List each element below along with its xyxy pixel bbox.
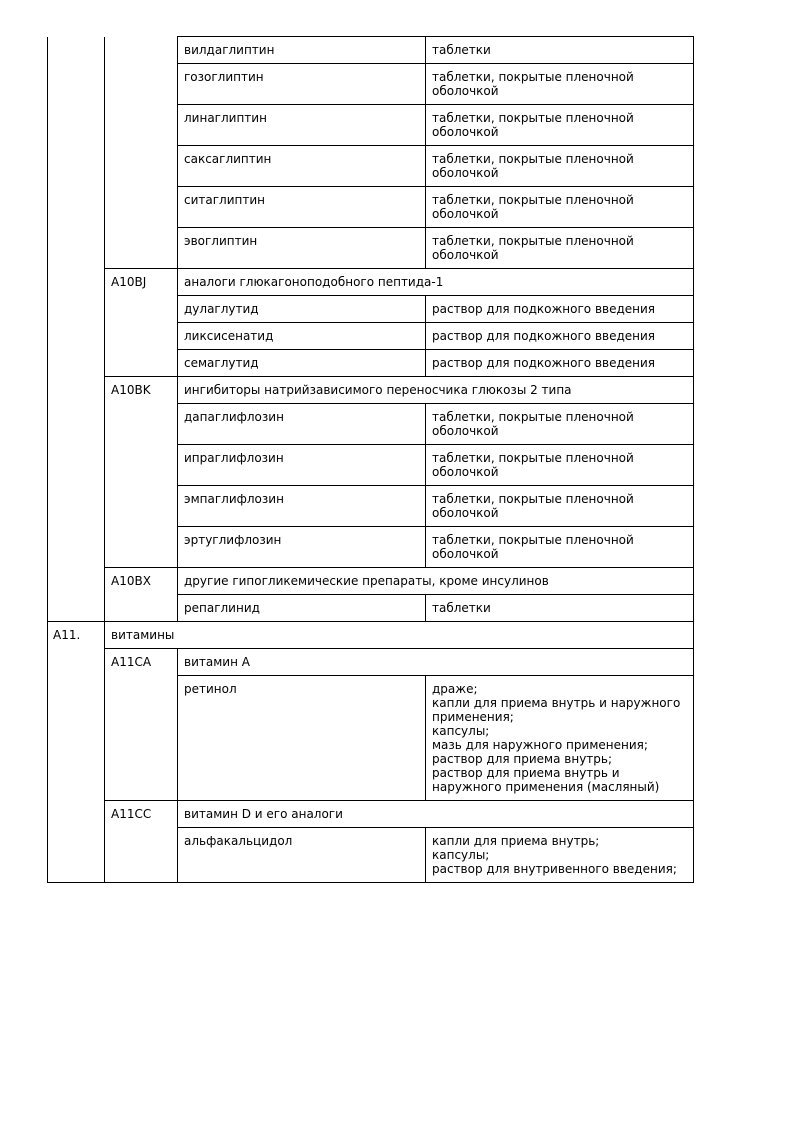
- table-row: [48, 828, 694, 883]
- section-code-cell: [48, 296, 105, 323]
- section-row: [48, 622, 694, 649]
- section-code-cell: [48, 146, 105, 187]
- section-code: A11.: [48, 622, 105, 649]
- dosage-form: таблетки, покрытые пленочной оболочкой: [426, 64, 694, 105]
- table-row: [48, 486, 694, 527]
- group-row: [48, 568, 694, 595]
- group-name: витамин D и его аналоги: [178, 801, 694, 828]
- drug-name: альфакальцидол: [178, 828, 426, 883]
- drug-name: эвоглиптин: [178, 228, 426, 269]
- dosage-form: таблетки, покрытые пленочной оболочкой: [426, 486, 694, 527]
- group-code-cell: [105, 146, 178, 187]
- group-row: [48, 269, 694, 296]
- group-row: [48, 801, 694, 828]
- group-code-cell: [105, 105, 178, 146]
- drug-name: ситаглиптин: [178, 187, 426, 228]
- dosage-form: таблетки, покрытые пленочной оболочкой: [426, 105, 694, 146]
- group-code-cell: [105, 228, 178, 269]
- dosage-form: таблетки, покрытые пленочной оболочкой: [426, 228, 694, 269]
- drug-name: эмпаглифлозин: [178, 486, 426, 527]
- section-code-cell: [48, 527, 105, 568]
- table-row: [48, 105, 694, 146]
- section-name: витамины: [105, 622, 694, 649]
- drug-name: ретинол: [178, 676, 426, 801]
- section-code-cell: [48, 377, 105, 404]
- drug-name: саксаглиптин: [178, 146, 426, 187]
- drug-name: семаглутид: [178, 350, 426, 377]
- section-code-cell: [48, 445, 105, 486]
- group-row: [48, 377, 694, 404]
- table-row: [48, 37, 694, 64]
- group-code-cell: [105, 404, 178, 445]
- drug-name: эртуглифлозин: [178, 527, 426, 568]
- group-code: A10BJ: [105, 269, 178, 296]
- group-code-cell: [105, 828, 178, 883]
- section-code-cell: [48, 64, 105, 105]
- group-code-cell: [105, 323, 178, 350]
- group-code-cell: [105, 37, 178, 64]
- table-row: [48, 146, 694, 187]
- table-row: [48, 404, 694, 445]
- drug-name: вилдаглиптин: [178, 37, 426, 64]
- group-code-cell: [105, 527, 178, 568]
- table-row: [48, 676, 694, 801]
- dosage-form: драже; капли для приема внутрь и наружного применения; капсулы; мазь для наружного применения; раствор для приема внутрь; раствор для приема внутрь и наружного применения (масляный): [426, 676, 694, 801]
- section-code-cell: [48, 595, 105, 622]
- group-name: другие гипогликемические препараты, кроме инсулинов: [178, 568, 694, 595]
- section-code-cell: [48, 228, 105, 269]
- dosage-form: таблетки, покрытые пленочной оболочкой: [426, 187, 694, 228]
- section-code-cell: [48, 187, 105, 228]
- drug-name: дапаглифлозин: [178, 404, 426, 445]
- drug-name: ликсисенатид: [178, 323, 426, 350]
- dosage-form: раствор для подкожного введения: [426, 296, 694, 323]
- dosage-form: таблетки, покрытые пленочной оболочкой: [426, 445, 694, 486]
- dosage-form: таблетки, покрытые пленочной оболочкой: [426, 146, 694, 187]
- group-code: A11CC: [105, 801, 178, 828]
- table-row: [48, 296, 694, 323]
- group-code: A10BK: [105, 377, 178, 404]
- table-row: [48, 228, 694, 269]
- drug-name: ипраглифлозин: [178, 445, 426, 486]
- group-code-cell: [105, 486, 178, 527]
- table-row: [48, 350, 694, 377]
- section-code-cell: [48, 486, 105, 527]
- drug-name: гозоглиптин: [178, 64, 426, 105]
- group-code-cell: [105, 350, 178, 377]
- section-code-cell: [48, 105, 105, 146]
- table-row: [48, 445, 694, 486]
- drug-name: дулаглутид: [178, 296, 426, 323]
- section-code-cell: [48, 350, 105, 377]
- group-name: ингибиторы натрийзависимого переносчика глюкозы 2 типа: [178, 377, 694, 404]
- section-code-cell: [48, 269, 105, 296]
- dosage-form: раствор для подкожного введения: [426, 350, 694, 377]
- group-row: [48, 649, 694, 676]
- section-code-cell: [48, 801, 105, 828]
- drug-name: репаглинид: [178, 595, 426, 622]
- group-code-cell: [105, 296, 178, 323]
- dosage-form: таблетки: [426, 595, 694, 622]
- section-code-cell: [48, 568, 105, 595]
- group-code-cell: [105, 64, 178, 105]
- section-code-cell: [48, 323, 105, 350]
- table-row: [48, 323, 694, 350]
- group-name: витамин А: [178, 649, 694, 676]
- dosage-form: таблетки: [426, 37, 694, 64]
- table-row: [48, 595, 694, 622]
- dosage-form: таблетки, покрытые пленочной оболочкой: [426, 527, 694, 568]
- section-code-cell: [48, 828, 105, 883]
- group-code: A11CA: [105, 649, 178, 676]
- section-code-cell: [48, 37, 105, 64]
- drug-name: линаглиптин: [178, 105, 426, 146]
- group-code-cell: [105, 676, 178, 801]
- section-code-cell: [48, 676, 105, 801]
- section-code-cell: [48, 404, 105, 445]
- table-row: [48, 187, 694, 228]
- dosage-form: раствор для подкожного введения: [426, 323, 694, 350]
- section-code-cell: [48, 649, 105, 676]
- drug-list-table: [47, 36, 694, 883]
- table-row: [48, 64, 694, 105]
- dosage-form: капли для приема внутрь; капсулы; раствор для внутривенного введения;: [426, 828, 694, 883]
- table-row: [48, 527, 694, 568]
- group-code-cell: [105, 445, 178, 486]
- group-code: A10BX: [105, 568, 178, 595]
- group-code-cell: [105, 595, 178, 622]
- dosage-form: таблетки, покрытые пленочной оболочкой: [426, 404, 694, 445]
- group-name: аналоги глюкагоноподобного пептида-1: [178, 269, 694, 296]
- group-code-cell: [105, 187, 178, 228]
